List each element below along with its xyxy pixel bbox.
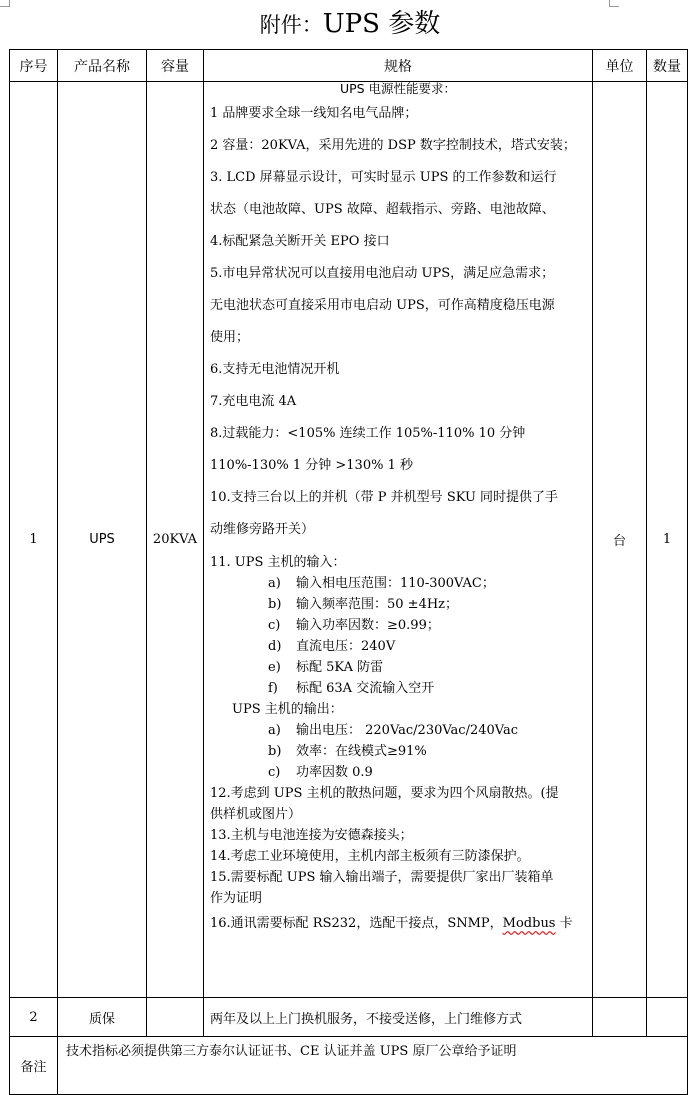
- spec-sub-text: 输入相电压范围：110-300VAC；: [296, 576, 495, 591]
- spec-line-16-post: 卡: [555, 916, 573, 931]
- row1-name: UPS: [58, 82, 147, 998]
- spec-sub-letter: a): [268, 723, 281, 738]
- row2-name: 质保: [58, 998, 147, 1037]
- spec-line: 6.支持无电池情况开机: [210, 362, 340, 377]
- spec-line: 使用；: [210, 330, 250, 345]
- notes-text: 技术指标必须提供第三方泰尔认证证书、CE 认证并盖 UPS 原厂公章给予证明: [58, 1037, 688, 1095]
- spec-line: 7.充电电流 4A: [210, 394, 297, 409]
- row1-qty: 1: [647, 82, 688, 998]
- spec-output-list: [210, 720, 586, 783]
- spec-line: 5.市电异常状况可以直接用电池启动 UPS，满足应急需求；: [210, 266, 555, 281]
- spec-sub-text: 效率：在线模式≥91%: [296, 744, 427, 759]
- spec-sub-text: 输入功率因数：≥0.99；: [296, 618, 440, 633]
- row1-spec: [204, 82, 593, 998]
- title-prefix: 附件：: [259, 13, 323, 37]
- row2-unit: [593, 998, 647, 1037]
- header-spec: 规格: [204, 50, 593, 82]
- header-name: 产品名称: [58, 50, 147, 82]
- spec-sub-item: [210, 678, 586, 699]
- spec-line-16-pre: 16.通讯需要标配 RS232，选配干接点，SNMP，: [210, 916, 503, 931]
- spec-line: 1 品牌要求全球一线知名电气品牌；: [210, 106, 418, 121]
- spec-line: 4.标配紧急关断开关 EPO 接口: [210, 234, 390, 249]
- spec-sub-item: [210, 594, 586, 615]
- spec-sub-text: 标配 5KA 防雷: [296, 660, 384, 675]
- row2-seq: 2: [10, 998, 58, 1037]
- row1-seq: 1: [10, 82, 58, 998]
- spec-sub-text: 标配 63A 交流输入空开: [296, 681, 435, 696]
- spec-line: 3. LCD 屏幕显示设计，可实时显示 UPS 的工作参数和运行: [210, 170, 557, 185]
- spec-input-title: 11. UPS 主机的输入：: [210, 555, 346, 570]
- notes-row: [10, 1037, 688, 1095]
- spec-line: 8.过载能力：<105% 连续工作 105%-110% 10 分钟: [210, 426, 526, 441]
- header-capacity: 容量: [147, 50, 204, 82]
- spec-line-14: 14.考虑工业环境使用，主机内部主板须有三防漆保护。: [210, 849, 530, 864]
- spec-sub-text: 输入频率范围：50 ±4Hz；: [296, 597, 459, 612]
- spec-lines: [210, 98, 586, 546]
- spec-line: 动维修旁路开关）: [210, 522, 315, 537]
- spec-sub-item: [210, 657, 586, 678]
- spec-line: 2 容量：20KVA，采用先进的 DSP 数字控制技术，塔式安装；: [210, 138, 576, 153]
- spec-line: 10.支持三台以上的并机（带 P 并机型号 SKU 同时提供了手: [210, 490, 559, 505]
- row1-capacity: 20KVA: [147, 82, 204, 998]
- spec-output-title: UPS 主机的输出：: [232, 702, 343, 717]
- spec-line-16: [210, 913, 586, 934]
- spec-sub-letter: c): [268, 618, 281, 633]
- spec-sub-letter: c): [268, 765, 281, 780]
- spec-sub-text: 直流电压：240V: [296, 639, 396, 654]
- notes-label: 备注: [10, 1037, 58, 1095]
- spec-line-16-modbus: Modbus: [502, 916, 556, 931]
- spec-sub-text: 功率因数 0.9: [296, 765, 373, 780]
- spec-sub-letter: d): [268, 639, 282, 654]
- spec-line-13: 13.主机与电池连接为安德森接头；: [210, 828, 413, 843]
- spec-sub-letter: b): [268, 597, 282, 612]
- header-qty: 数量: [647, 50, 688, 82]
- spec-sub-letter: e): [268, 660, 281, 675]
- row2-spec: 两年及以上上门换机服务，不接受送修，上门维修方式: [204, 998, 593, 1037]
- spec-sub-letter: f): [268, 681, 278, 696]
- spec-sub-item: [210, 615, 586, 636]
- spec-line-15a: 15.需要标配 UPS 输入输出端子，需要提供厂家出厂装箱单: [210, 870, 554, 885]
- spec-line-12b: 供样机或图片）: [210, 807, 302, 822]
- header-row: [10, 50, 688, 82]
- table-row: [10, 998, 688, 1037]
- row2-capacity: [147, 998, 204, 1037]
- spec-sub-letter: a): [268, 576, 281, 591]
- spec-sub-text: 输出电压： 220Vac/230Vac/240Vac: [296, 723, 519, 738]
- title-text: UPS 参数: [322, 9, 441, 39]
- spec-sub-item: [210, 741, 586, 762]
- spec-line: 状态（电池故障、UPS 故障、超载指示、旁路、电池故障、: [210, 202, 555, 217]
- header-unit: 单位: [593, 50, 647, 82]
- table-row: [10, 82, 688, 998]
- spec-title: UPS 电源性能要求：: [339, 81, 457, 96]
- spec-sub-letter: b): [268, 744, 282, 759]
- spec-line: 110%-130% 1 分钟 >130% 1 秒: [210, 458, 413, 473]
- spec-sub-item: [210, 636, 586, 657]
- spec-line-15b: 作为证明: [210, 891, 263, 906]
- spec-table: [9, 49, 688, 1095]
- header-seq: 序号: [10, 50, 58, 82]
- spec-sub-item: [210, 762, 586, 783]
- spec-sub-item: [210, 573, 586, 594]
- spec-sub-item: [210, 720, 586, 741]
- spec-input-list: [210, 573, 586, 699]
- page-title: [0, 6, 700, 43]
- row1-unit: 台: [593, 82, 647, 998]
- spec-line-12a: 12.考虑到 UPS 主机的散热问题，要求为四个风扇散热。(提: [210, 786, 559, 801]
- spec-line: 无电池状态可直接采用市电启动 UPS，可作高精度稳压电源: [210, 298, 555, 313]
- row2-qty: [647, 998, 688, 1037]
